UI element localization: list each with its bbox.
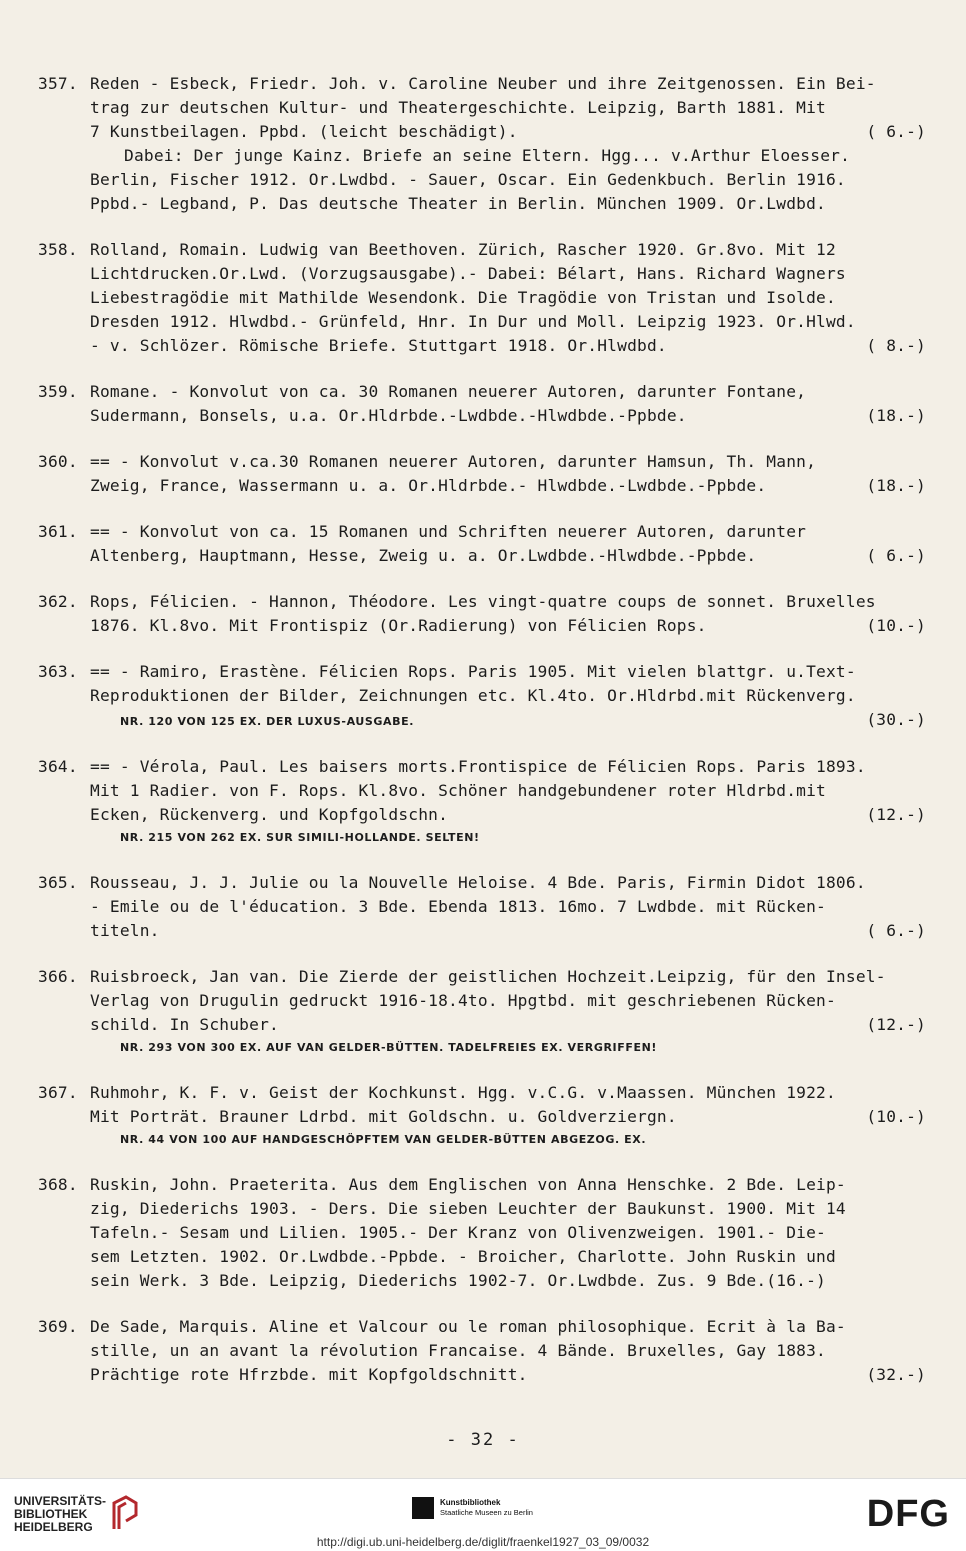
entry-body	[90, 238, 926, 358]
entry-line-text: schild. In Schuber.	[90, 1015, 279, 1034]
entry-line	[90, 96, 926, 120]
edition-note: NR. 293 VON 300 EX. AUF VAN GELDER-BÜTTEN. TADELFREIES EX. VERGRIFFEN!	[120, 1041, 658, 1054]
entry-price: (10.-)	[866, 1107, 926, 1126]
viewer-footer	[0, 1478, 966, 1551]
entry-line	[90, 1315, 926, 1339]
entry-line-text: Sudermann, Bonsels, u.a. Or.Hldrbde.-Lwdbde.-Hlwdbde.-Ppbde.	[90, 406, 687, 425]
entry-line	[90, 262, 926, 286]
entry-number: 358.	[38, 240, 78, 259]
entry-number: 366.	[38, 967, 78, 986]
entry-number: 364.	[38, 757, 78, 776]
entry-line-text: == - Konvolut von ca. 15 Romanen und Schriften neuerer Autoren, darunter	[90, 522, 807, 541]
kunstbibliothek-logo[interactable]	[412, 1497, 533, 1519]
entry-line-text: Tafeln.- Sesam und Lilien. 1905.- Der Kranz von Olivenzweigen. 1901.- Die-	[90, 1223, 826, 1242]
dfg-logo[interactable]: DFG	[866, 1493, 950, 1535]
catalogue-entries	[38, 72, 926, 1409]
edition-note: NR. 44 VON 100 AUF HANDGESCHÖPFTEM VAN GELDER-BÜTTEN ABGEZOG. EX.	[120, 1133, 647, 1146]
catalogue-entry	[38, 871, 926, 943]
entry-line-text: trag zur deutschen Kultur- und Theatergeschichte. Leipzig, Barth 1881. Mit	[90, 98, 826, 117]
entry-line-text: Altenberg, Hauptmann, Hesse, Zweig u. a. Or.Lwdbde.-Hlwdbde.-Ppbde.	[90, 546, 757, 565]
entry-line	[90, 1221, 926, 1245]
entry-line	[90, 1197, 926, 1221]
entry-line	[90, 474, 926, 498]
entry-line	[90, 590, 926, 614]
entry-line	[90, 1269, 926, 1293]
entry-price: (30.-)	[866, 710, 926, 729]
kb-subtitle: Staatliche Museen zu Berlin	[440, 1508, 533, 1517]
entry-line-text: Verlag von Drugulin gedruckt 1916-18.4to. Hpgtbd. mit geschriebenen Rücken-	[90, 991, 836, 1010]
entry-line	[90, 544, 926, 568]
entry-line	[90, 1245, 926, 1269]
entry-line	[90, 168, 926, 192]
entry-body	[90, 871, 926, 943]
entry-line	[90, 1013, 926, 1037]
edition-note-row	[90, 708, 926, 733]
entry-line	[90, 1081, 926, 1105]
entry-line	[90, 404, 926, 428]
entry-line-text: Ruskin, John. Praeterita. Aus dem Englischen von Anna Henschke. 2 Bde. Leip-	[90, 1175, 846, 1194]
entry-line	[90, 520, 926, 544]
entry-line	[90, 684, 926, 708]
entry-line	[90, 614, 926, 638]
entry-line	[90, 1173, 926, 1197]
catalogue-entry	[38, 1315, 926, 1387]
entry-line	[90, 660, 926, 684]
entry-number: 365.	[38, 873, 78, 892]
entry-line	[90, 286, 926, 310]
entry-line-text: stille, un an avant la révolution Francaise. 4 Bände. Bruxelles, Gay 1883.	[90, 1341, 826, 1360]
entry-body	[90, 72, 926, 216]
entry-line-text: Rolland, Romain. Ludwig van Beethoven. Zürich, Rascher 1920. Gr.8vo. Mit 12	[90, 240, 836, 259]
entry-body	[90, 450, 926, 498]
entry-body	[90, 965, 926, 1059]
entry-line	[90, 310, 926, 334]
entry-line-text: - v. Schlözer. Römische Briefe. Stuttgart 1918. Or.Hlwdbd.	[90, 336, 667, 355]
entry-line	[90, 919, 926, 943]
entry-number: 359.	[38, 382, 78, 401]
entry-number: 361.	[38, 522, 78, 541]
entry-line-text: Ruisbroeck, Jan van. Die Zierde der geistlichen Hochzeit.Leipzig, für den Insel-	[90, 967, 886, 986]
entry-line-text: De Sade, Marquis. Aline et Valcour ou le roman philosophique. Ecrit à la Ba-	[90, 1317, 846, 1336]
kb-title: Kunstbibliothek	[440, 1498, 501, 1507]
entry-line-text: Ppbd.- Legband, P. Das deutsche Theater in Berlin. München 1909. Or.Lwdbd.	[90, 194, 826, 213]
edition-note-row	[90, 827, 926, 849]
entry-line-text: Ecken, Rückenverg. und Kopfgoldschn.	[90, 805, 449, 824]
catalogue-entry	[38, 755, 926, 849]
entry-line-text: zig, Diederichs 1903. - Ders. Die sieben Leuchter der Baukunst. 1900. Mit 14	[90, 1199, 846, 1218]
entry-line	[90, 895, 926, 919]
entry-line	[90, 803, 926, 827]
catalogue-entry	[38, 965, 926, 1059]
entry-line-text: - Emile ou de l'éducation. 3 Bde. Ebenda 1813. 16mo. 7 Lwdbde. mit Rücken-	[90, 897, 826, 916]
edition-note-row	[90, 1129, 926, 1151]
entry-line	[90, 144, 926, 168]
entry-line-text: Reproduktionen der Bilder, Zeichnungen etc. Kl.4to. Or.Hldrbd.mit Rückenverg.	[90, 686, 856, 705]
page-number: - 32 -	[446, 1430, 520, 1450]
entry-line-text: Mit 1 Radier. von F. Rops. Kl.8vo. Schöner handgebundener roter Hldrbd.mit	[90, 781, 826, 800]
entry-line-text: 7 Kunstbeilagen. Ppbd. (leicht beschädigt).	[90, 122, 518, 141]
catalogue-entry	[38, 450, 926, 498]
catalogue-entry	[38, 380, 926, 428]
ub-heidelberg-logo[interactable]	[14, 1495, 140, 1534]
entry-line-text: Liebestragödie mit Mathilde Wesendonk. Die Tragödie von Tristan und Isolde.	[90, 288, 836, 307]
library-name: UNIVERSITÄTS- BIBLIOTHEK HEIDELBERG	[14, 1494, 107, 1534]
entry-line-text: == - Ramiro, Erastène. Félicien Rops. Paris 1905. Mit vielen blattgr. u.Text-	[90, 662, 856, 681]
entry-line	[90, 380, 926, 404]
entry-line	[90, 334, 926, 358]
entry-line-text: Ruhmohr, K. F. v. Geist der Kochkunst. Hgg. v.C.G. v.Maassen. München 1922.	[90, 1083, 836, 1102]
entry-price: (12.-)	[866, 1015, 926, 1034]
kunstbibliothek-icon	[412, 1497, 434, 1519]
entry-body	[90, 590, 926, 638]
entry-number: 368.	[38, 1175, 78, 1194]
entry-line-text: Reden - Esbeck, Friedr. Joh. v. Caroline Neuber und ihre Zeitgenossen. Ein Bei-	[90, 74, 876, 93]
entry-line	[90, 1339, 926, 1363]
entry-line	[90, 192, 926, 216]
entry-line-text: Zweig, France, Wassermann u. a. Or.Hldrbde.- Hlwdbde.-Lwdbde.-Ppbde.	[90, 476, 767, 495]
entry-line	[90, 1105, 926, 1129]
catalogue-entry	[38, 1173, 926, 1293]
entry-line	[90, 871, 926, 895]
entry-line	[90, 72, 926, 96]
entry-line-text: Lichtdrucken.Or.Lwd. (Vorzugsausgabe).- Dabei: Bélart, Hans. Richard Wagners	[90, 264, 846, 283]
entry-body	[90, 1173, 926, 1293]
entry-body	[90, 380, 926, 428]
entry-number: 363.	[38, 662, 78, 681]
entry-price: ( 8.-)	[866, 336, 926, 355]
catalogue-entry	[38, 238, 926, 358]
entry-body	[90, 755, 926, 849]
entry-price: (10.-)	[866, 616, 926, 635]
entry-price: ( 6.-)	[866, 921, 926, 940]
entry-line	[90, 450, 926, 474]
entry-line-text: Dresden 1912. Hlwdbd.- Grünfeld, Hnr. In Dur und Moll. Leipzig 1923. Or.Hlwd.	[90, 312, 856, 331]
catalogue-entry	[38, 590, 926, 638]
catalogue-entry	[38, 72, 926, 216]
entry-line-text: sein Werk. 3 Bde. Leipzig, Diederichs 1902-7. Or.Lwdbde. Zus. 9 Bde.(16.-)	[90, 1271, 826, 1290]
entry-line-text: Dabei: Der junge Kainz. Briefe an seine Eltern. Hgg... v.Arthur Eloesser.	[124, 146, 851, 165]
entry-line-text: Mit Porträt. Brauner Ldrbd. mit Goldschn. u. Goldverziergn.	[90, 1107, 677, 1126]
entry-price: ( 6.-)	[866, 122, 926, 141]
entry-line-text: Rousseau, J. J. Julie ou la Nouvelle Heloise. 4 Bde. Paris, Firmin Didot 1806.	[90, 873, 866, 892]
entry-body	[90, 1081, 926, 1151]
entry-line	[90, 779, 926, 803]
entry-line	[90, 989, 926, 1013]
entry-body	[90, 520, 926, 568]
entry-body	[90, 660, 926, 733]
entry-line-text: sem Letzten. 1902. Or.Lwdbde.-Ppbde. - Broicher, Charlotte. John Ruskin und	[90, 1247, 836, 1266]
entry-line-text: == - Vérola, Paul. Les baisers morts.Frontispice de Félicien Rops. Paris 1893.	[90, 757, 866, 776]
entry-line-text: 1876. Kl.8vo. Mit Frontispiz (Or.Radierung) von Félicien Rops.	[90, 616, 707, 635]
entry-line-text: Romane. - Konvolut von ca. 30 Romanen neuerer Autoren, darunter Fontane,	[90, 382, 807, 401]
entry-price: (32.-)	[866, 1365, 926, 1384]
entry-line	[90, 1363, 926, 1387]
entry-line	[90, 120, 926, 144]
entry-number: 362.	[38, 592, 78, 611]
catalogue-entry	[38, 1081, 926, 1151]
entry-price: (18.-)	[866, 406, 926, 425]
entry-line	[90, 965, 926, 989]
entry-line-text: Prächtige rote Hfrzbde. mit Kopfgoldschnitt.	[90, 1365, 528, 1384]
permalink-url[interactable]: http://digi.ub.uni-heidelberg.de/diglit/fraenkel1927_03_09/0032	[316, 1535, 650, 1549]
entry-number: 369.	[38, 1317, 78, 1336]
entry-line-text: Berlin, Fischer 1912. Or.Lwdbd. - Sauer, Oscar. Ein Gedenkbuch. Berlin 1916.	[90, 170, 846, 189]
entry-number: 367.	[38, 1083, 78, 1102]
entry-line-text: Rops, Félicien. - Hannon, Théodore. Les vingt-quatre coups de sonnet. Bruxelles	[90, 592, 876, 611]
entry-line	[90, 238, 926, 262]
entry-line	[90, 755, 926, 779]
entry-number: 357.	[38, 74, 78, 93]
entry-line-text: == - Konvolut v.ca.30 Romanen neuerer Autoren, darunter Hamsun, Th. Mann,	[90, 452, 817, 471]
entry-price: ( 6.-)	[866, 546, 926, 565]
catalogue-entry	[38, 520, 926, 568]
entry-line-text: titeln.	[90, 921, 160, 940]
entry-number: 360.	[38, 452, 78, 471]
library-logo-icon	[110, 1495, 140, 1533]
catalogue-entry	[38, 660, 926, 733]
entry-price: (18.-)	[866, 476, 926, 495]
entry-price: (12.-)	[866, 805, 926, 824]
edition-note: NR. 215 VON 262 EX. SUR SIMILI-HOLLANDE. SELTEN!	[120, 831, 480, 844]
edition-note-row	[90, 1037, 926, 1059]
entry-body	[90, 1315, 926, 1387]
edition-note: NR. 120 VON 125 EX. DER LUXUS-AUSGABE.	[120, 715, 415, 728]
